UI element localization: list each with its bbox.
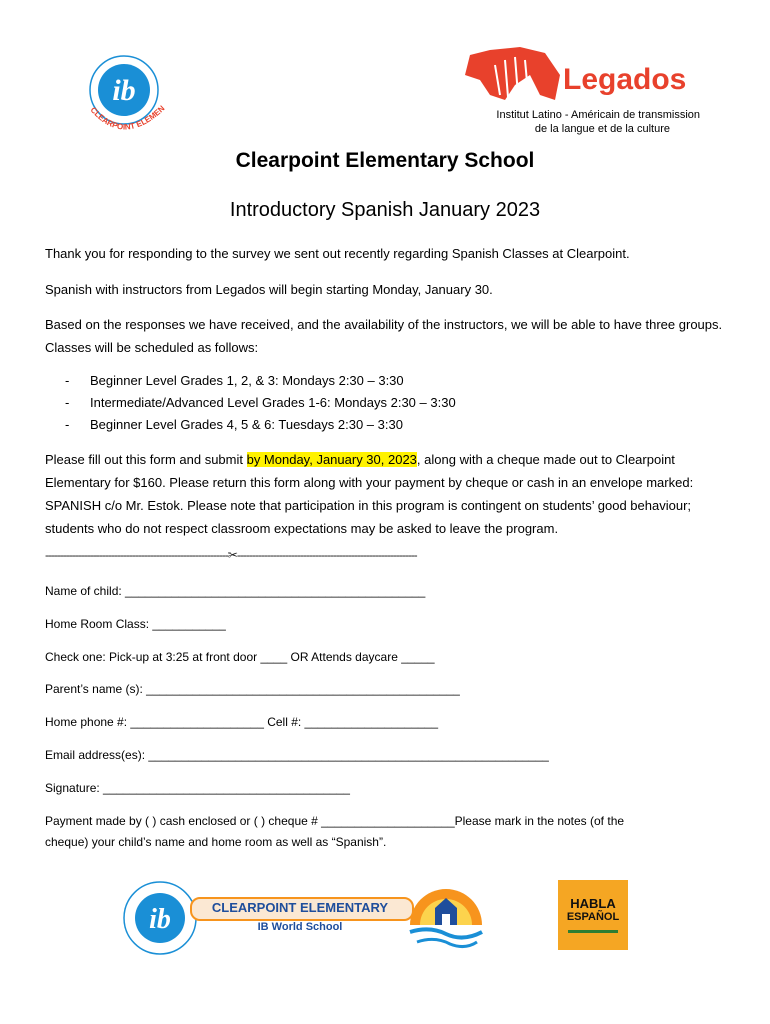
page-title: Clearpoint Elementary School: [235, 149, 535, 172]
ib-emblem-icon: [120, 878, 200, 958]
ib-top-school-name: CLEARPOINT ELEMEN: [88, 103, 167, 132]
start-paragraph: Spanish with instructors from Legados will begin starting Monday, January 30.: [45, 282, 493, 297]
legados-name: Legados: [563, 63, 687, 96]
phone-fields[interactable]: Home phone #: ____________________ Cell #: ____________________: [45, 715, 439, 729]
signature-field[interactable]: Signature: _____________________________________: [45, 781, 350, 795]
page-subtitle: Introductory Spanish January 2023: [229, 199, 541, 221]
instructions-paragraph: Please fill out this form and submit by Monday, January 30, 2023, along with a cheque made out to Clearpoint Elementary for $160. Please return this form along with your payment by cheque or cash in an envelope marked: SPANISH c/o Mr. Estok. Please note that participation in this program is contingent on students’ good behaviour; students who do not respect classroom expectations may be asked to leave the program.: [45, 452, 694, 536]
payment-field[interactable]: Payment made by ( ) cash enclosed or ( ) cheque # ____________________Please mark in the notes (of the: [45, 814, 625, 828]
deadline-highlight: by Monday, January 30, 2023: [246, 452, 417, 467]
cut-line: -------------------------------------------------------------✂------------------------------------------------------------: [45, 548, 417, 562]
clearpoint-banner-sub: IB World School: [257, 921, 343, 933]
legados-tagline-2: de la langue et de la culture: [534, 123, 670, 135]
schoolhouse-emblem: [405, 880, 487, 952]
child-name-field[interactable]: Name of child: _____________________________________________: [45, 584, 426, 598]
parent-name-field[interactable]: Parent’s name (s): _______________________________________________: [45, 682, 460, 696]
habla-espanol-badge: [558, 880, 628, 950]
ib-letters: ib: [149, 904, 171, 935]
espanol-text: ESPAÑOL: [566, 911, 620, 923]
schedule-item: - Beginner Level Grades 1, 2, & 3: Mondays 2:30 – 3:30: [65, 373, 404, 388]
schedule-item: - Beginner Level Grades 4, 5 & 6: Tuesdays 2:30 – 3:30: [65, 417, 403, 432]
clearpoint-banner-name: CLEARPOINT ELEMENTARY: [211, 900, 389, 915]
clearpoint-banner: [190, 897, 410, 943]
payment-note: cheque) your child’s name and home room as well as “Spanish”.: [45, 835, 387, 849]
home-room-field[interactable]: Home Room Class: ___________: [45, 617, 226, 631]
pickup-option-field[interactable]: Check one: Pick-up at 3:25 at front door ____ OR Attends daycare _____: [45, 650, 435, 664]
ib-letters: ib: [112, 74, 136, 107]
schedule-item: - Intermediate/Advanced Level Grades 1-6: Mondays 2:30 – 3:30: [65, 395, 456, 410]
badge-stripe: [568, 930, 618, 933]
legados-tagline-1: Institut Latino - Américain de transmission: [496, 109, 700, 121]
based-paragraph: Based on the responses we have received, and the availability of the instructors, we will be able to have three groups. Classes will be scheduled as follows:: [45, 317, 723, 355]
ib-logo-footer: [120, 878, 200, 958]
thanks-paragraph: Thank you for responding to the survey we sent out recently regarding Spanish Classes at Clearpoint.: [45, 246, 630, 261]
legados-logo: [460, 45, 700, 140]
schoolhouse-icon: [405, 880, 487, 952]
habla-text: HABLA: [570, 896, 616, 911]
email-field[interactable]: Email address(es): ____________________________________________________________: [45, 748, 549, 762]
ib-emblem-icon: [78, 50, 188, 150]
ib-logo-top: [78, 50, 188, 150]
